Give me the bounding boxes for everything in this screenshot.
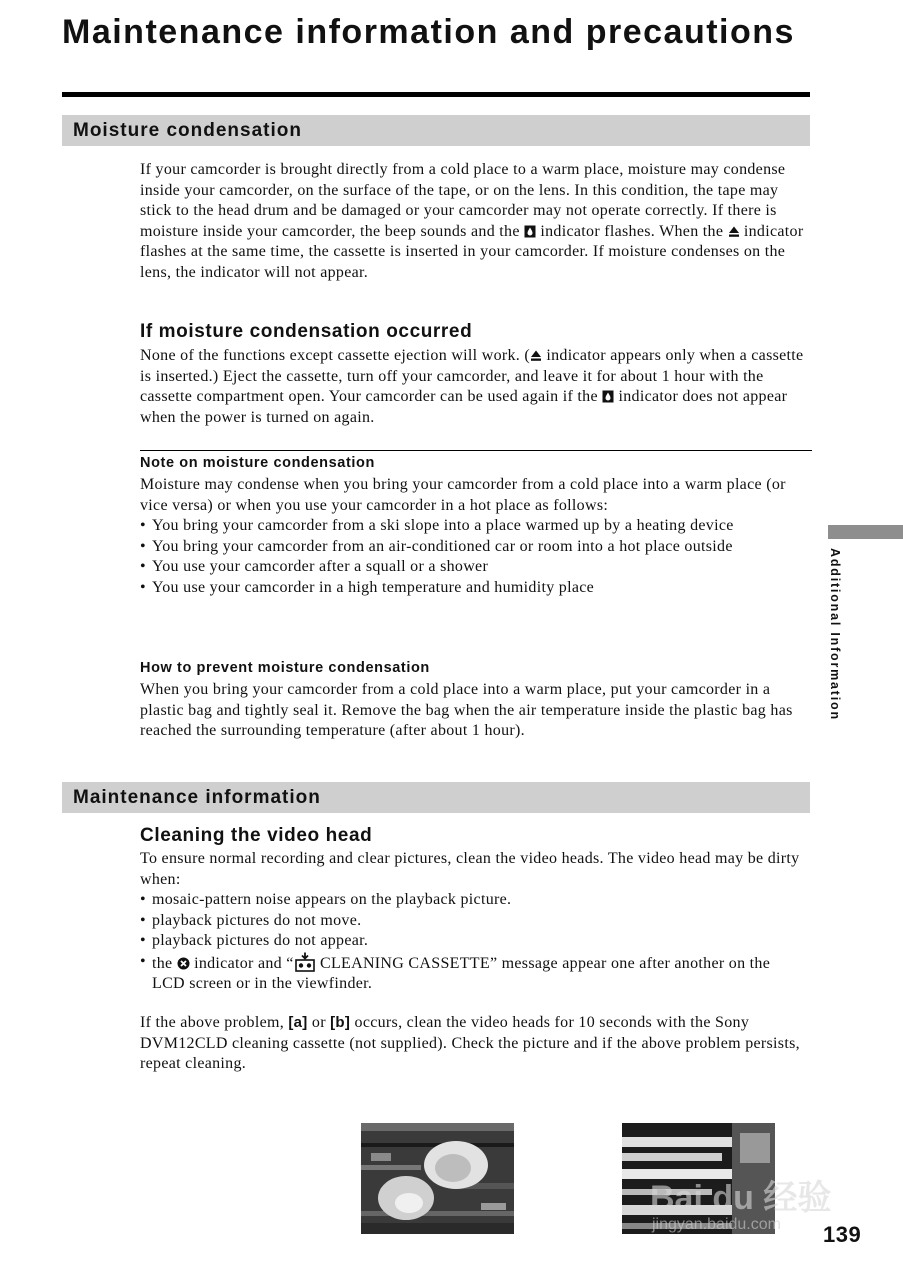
cleaning-followup-paragraph bbox=[140, 1013, 812, 1075]
text-run: If your camcorder is brought directly from a cold place to a warm place, moisture may condense inside your camcorder, on the surface of the tape, or on the lens. In this condition, the tape may stick to the head drum and be damaged or your camcorder may not operate correctly. If there is moisture inside your camcorder, the beep sounds and the bbox=[140, 161, 786, 240]
text-run: or bbox=[311, 1014, 326, 1031]
noise-example-photo-a bbox=[361, 1123, 514, 1234]
cleaning-bullet-list bbox=[140, 890, 800, 995]
text-run: If the above problem, bbox=[140, 1014, 285, 1031]
prevent-paragraph: When you bring your camcorder from a cold place into a warm place, put your camcorder in a plastic bag and tightly seal it. Remove the bag when the air temperature inside the plastic bag has reached the surrounding temperature (after about 1 hour). bbox=[140, 681, 793, 739]
side-tab-text: Additional Information bbox=[828, 548, 842, 721]
divider bbox=[140, 450, 812, 451]
page-number: 139 bbox=[823, 1222, 862, 1247]
moisture-intro-paragraph bbox=[140, 160, 812, 283]
page-title: Maintenance information and precautions bbox=[62, 13, 795, 51]
text-run: indicator and “ bbox=[194, 954, 294, 972]
mosaic-noise-image bbox=[361, 1123, 514, 1234]
prevent-heading: How to prevent moisture condensation bbox=[140, 660, 430, 676]
text-run: occurs, clean the video heads for 10 seconds with the Sony DVM12CLD cleaning cassette (not supplied). Check the picture and if the above problem persists, repeat cleaning. bbox=[140, 1014, 800, 1072]
moisture-indicator-icon bbox=[602, 390, 614, 403]
text-run: the bbox=[152, 954, 173, 972]
list-item: • You bring your camcorder from an air-conditioned car or room into a hot place outside bbox=[140, 537, 800, 558]
note-paragraph: Moisture may condense when you bring your camcorder from a cold place into a warm place (or vice versa) or when you use your camcorder in a hot place as follows: bbox=[140, 476, 786, 514]
list-item: • You bring your camcorder from a ski slope into a place warmed up by a heating device bbox=[140, 516, 800, 537]
watermark-url: jingyan.baidu.com bbox=[652, 1216, 781, 1233]
text-run: indicator flashes. When the bbox=[540, 222, 724, 240]
note-heading: Note on moisture condensation bbox=[140, 455, 375, 471]
section-header-moisture bbox=[62, 115, 810, 146]
side-tab-marker bbox=[828, 525, 903, 539]
watermark-brand: Bai du 经验 bbox=[650, 1179, 832, 1217]
side-tab-label bbox=[826, 548, 842, 721]
text-run: CLEANING CASSETTE” message appear one after another on the LCD screen or in the viewfinder. bbox=[152, 954, 771, 992]
list-item: • mosaic-pattern noise appears on the playback picture. bbox=[140, 890, 800, 911]
cleaning-cassette-icon bbox=[294, 952, 316, 972]
figure-ref-a: [a] bbox=[288, 1014, 308, 1031]
list-item: • playback pictures do not appear. bbox=[140, 931, 800, 952]
section-header-maintenance bbox=[62, 782, 810, 813]
list-item: • You use your camcorder in a high temperature and humidity place bbox=[140, 578, 800, 599]
eject-indicator-icon bbox=[728, 225, 740, 238]
title-rule bbox=[62, 92, 810, 97]
section-heading: Moisture condensation bbox=[73, 120, 302, 141]
text-run: indicator flashes at the same time, the cassette is inserted in your camcorder. If moisture condenses on the lens, the indicator will not appear. bbox=[140, 222, 804, 281]
moisture-indicator-icon bbox=[524, 225, 536, 238]
subheading-cleaning-video-head: Cleaning the video head bbox=[140, 825, 373, 846]
eject-indicator-icon bbox=[530, 349, 542, 362]
text-run: indicator appears only when a cassette is inserted.) Eject the cassette, turn off your camcorder, and leave it for about 1 hour with the cassette compartment open. Your camcorder can be used again if the bbox=[140, 347, 804, 405]
list-item bbox=[140, 952, 800, 995]
text-run: indicator does not appear when the power is turned on again. bbox=[140, 388, 788, 426]
moisture-occurred-paragraph bbox=[140, 346, 812, 428]
section-heading: Maintenance information bbox=[73, 787, 321, 808]
watermark bbox=[640, 1160, 850, 1245]
subheading-moisture-occurred: If moisture condensation occurred bbox=[140, 321, 473, 342]
note-bullet-list bbox=[140, 516, 800, 598]
list-item: • You use your camcorder after a squall or a shower bbox=[140, 557, 800, 578]
list-item: • playback pictures do not move. bbox=[140, 911, 800, 932]
figure-ref-b: [b] bbox=[330, 1014, 351, 1031]
cleaning-intro-paragraph: To ensure normal recording and clear pictures, clean the video heads. The video head may be dirty when: bbox=[140, 850, 800, 888]
text-run: None of the functions except cassette ejection will work. ( bbox=[140, 347, 531, 364]
warning-x-icon bbox=[177, 957, 190, 970]
